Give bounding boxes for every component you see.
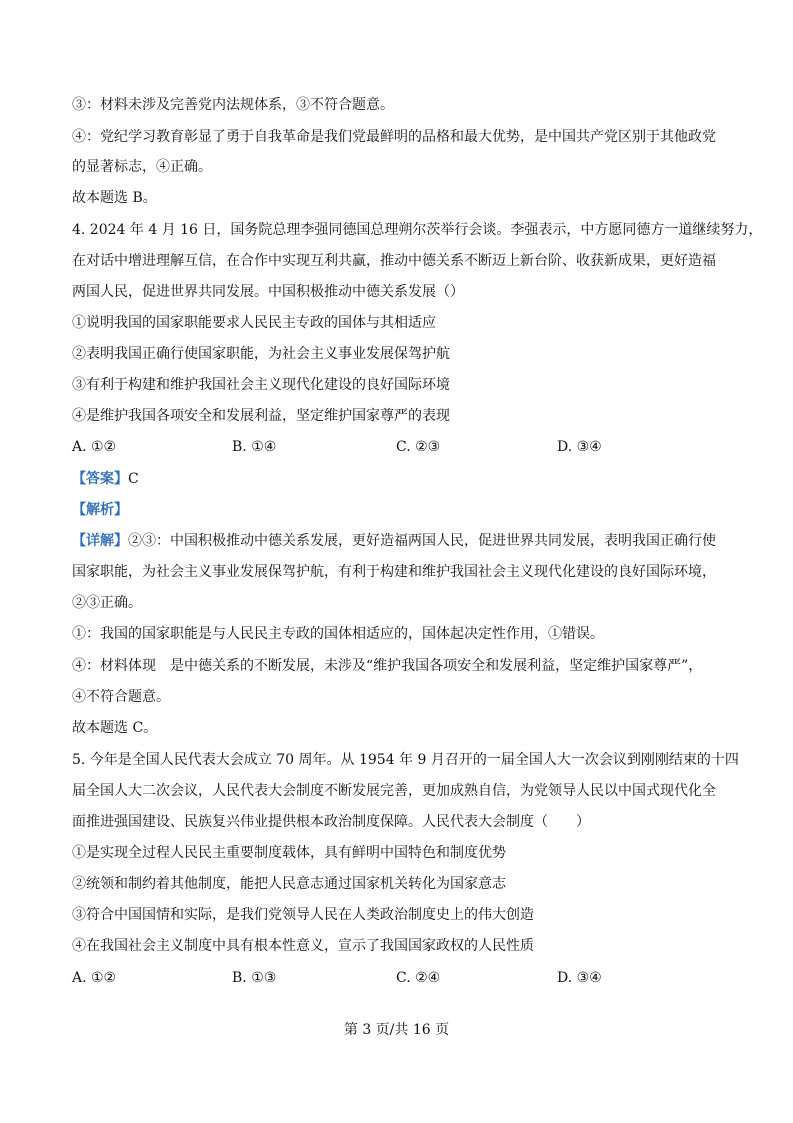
q4-item: ②表明我国正确行使国家职能，为社会主义事业发展保驾护航 bbox=[72, 346, 450, 362]
q5-item: ③符合中国国情和实际，是我们党领导人民在人类政治制度史上的伟大创造 bbox=[72, 907, 534, 923]
q4-stem-line: 在对话中增进理解互信，在合作中实现互利共赢，推动中德关系不断迈上新台阶、收获新成果，更好造福 bbox=[72, 253, 716, 269]
analysis-row bbox=[72, 500, 762, 520]
detail-row bbox=[72, 531, 762, 551]
page-number: 第 3 页/共 16 页 bbox=[343, 1022, 450, 1038]
q4-option-d: D. ③④ bbox=[557, 439, 602, 455]
q5-item: ②统领和制约着其他制度，能把人民意志通过国家机关转化为国家意志 bbox=[72, 876, 506, 892]
detail-line: ①：我国的国家职能是与人民民主专政的国体相适应的，国体起决定性作用，①错误。 bbox=[72, 626, 604, 642]
detail-text: ②③：中国积极推动中德关系发展，更好造福两国人民，促进世界共同发展，表明我国正确行使 bbox=[128, 533, 716, 549]
detail-line: ④不符合题意。 bbox=[72, 689, 170, 705]
q5-stem-line: 5. 今年是全国人民代表大会成立 70 周年。从 1954 年 9 月召开的一届全国人大一次会议到刚刚结束的十四 bbox=[72, 752, 739, 768]
q4-stem-line: 两国人民，促进世界共同发展。中国积极推动中德关系发展（） bbox=[72, 284, 464, 300]
q4-item: ③有利于构建和维护我国社会主义现代化建设的良好国际环境 bbox=[72, 377, 450, 393]
text-line: ④：党纪学习教育彰显了勇于自我革命是我们党最鲜明的品格和最大优势，是中国共产党区别于其他政党 bbox=[72, 129, 716, 145]
answer-tag: 【答案】 bbox=[72, 471, 128, 487]
detail-line: 国家职能，为社会主义事业发展保驾护航，有利于构建和维护我国社会主义现代化建设的良好国际环境， bbox=[72, 564, 716, 580]
q5-option-d: D. ③④ bbox=[557, 970, 602, 986]
text-line: ③：材料未涉及完善党内法规体系，③不符合题意。 bbox=[72, 97, 394, 113]
q4-item: ④是维护我国各项安全和发展利益，坚定维护国家尊严的表现 bbox=[72, 408, 450, 424]
detail-line: ②③正确。 bbox=[72, 595, 142, 611]
answer-row bbox=[72, 469, 762, 489]
q5-item: ①是实现全过程人民民主重要制度载体，具有鲜明中国特色和制度优势 bbox=[72, 845, 506, 861]
analysis-tag: 【解析】 bbox=[72, 502, 128, 518]
detail-line: 故本题选 C。 bbox=[72, 720, 158, 736]
answer-value: C bbox=[128, 471, 139, 487]
text-line: 故本题选 B。 bbox=[72, 190, 157, 206]
q4-option-b: B. ①④ bbox=[232, 439, 277, 455]
q5-stem-line: 面推进强国建设、民族复兴伟业提供根本政治制度保障。人民代表大会制度（ ） bbox=[72, 814, 590, 830]
detail-tag: 【详解】 bbox=[72, 533, 128, 549]
q4-option-c: C. ②③ bbox=[396, 439, 441, 455]
q4-option-a: A. ①② bbox=[72, 439, 117, 455]
q5-option-c: C. ②④ bbox=[396, 970, 441, 986]
q5-stem-line: 届全国人大二次会议，人民代表大会制度不断发展完善，更加成熟自信，为党领导人民以中国式现代化全 bbox=[72, 783, 716, 799]
q5-option-b: B. ①③ bbox=[232, 970, 277, 986]
text-line: 的显著标志，④正确。 bbox=[72, 159, 212, 175]
q4-stem-line: 4. 2024 年 4 月 16 日，国务院总理李强同德国总理朔尔茨举行会谈。李强表示，中方愿同德方一道继续努力， bbox=[72, 222, 763, 238]
q5-option-a: A. ①② bbox=[72, 970, 117, 986]
q4-item: ①说明我国的国家职能要求人民民主专政的国体与其相适应 bbox=[72, 315, 436, 331]
q5-item: ④在我国社会主义制度中具有根本性意义，宣示了我国国家政权的人民性质 bbox=[72, 938, 534, 954]
detail-line: ④：材料体现 是中德关系的不断发展，未涉及“维护我国各项安全和发展利益，坚定维护国家尊严”， bbox=[72, 658, 703, 674]
